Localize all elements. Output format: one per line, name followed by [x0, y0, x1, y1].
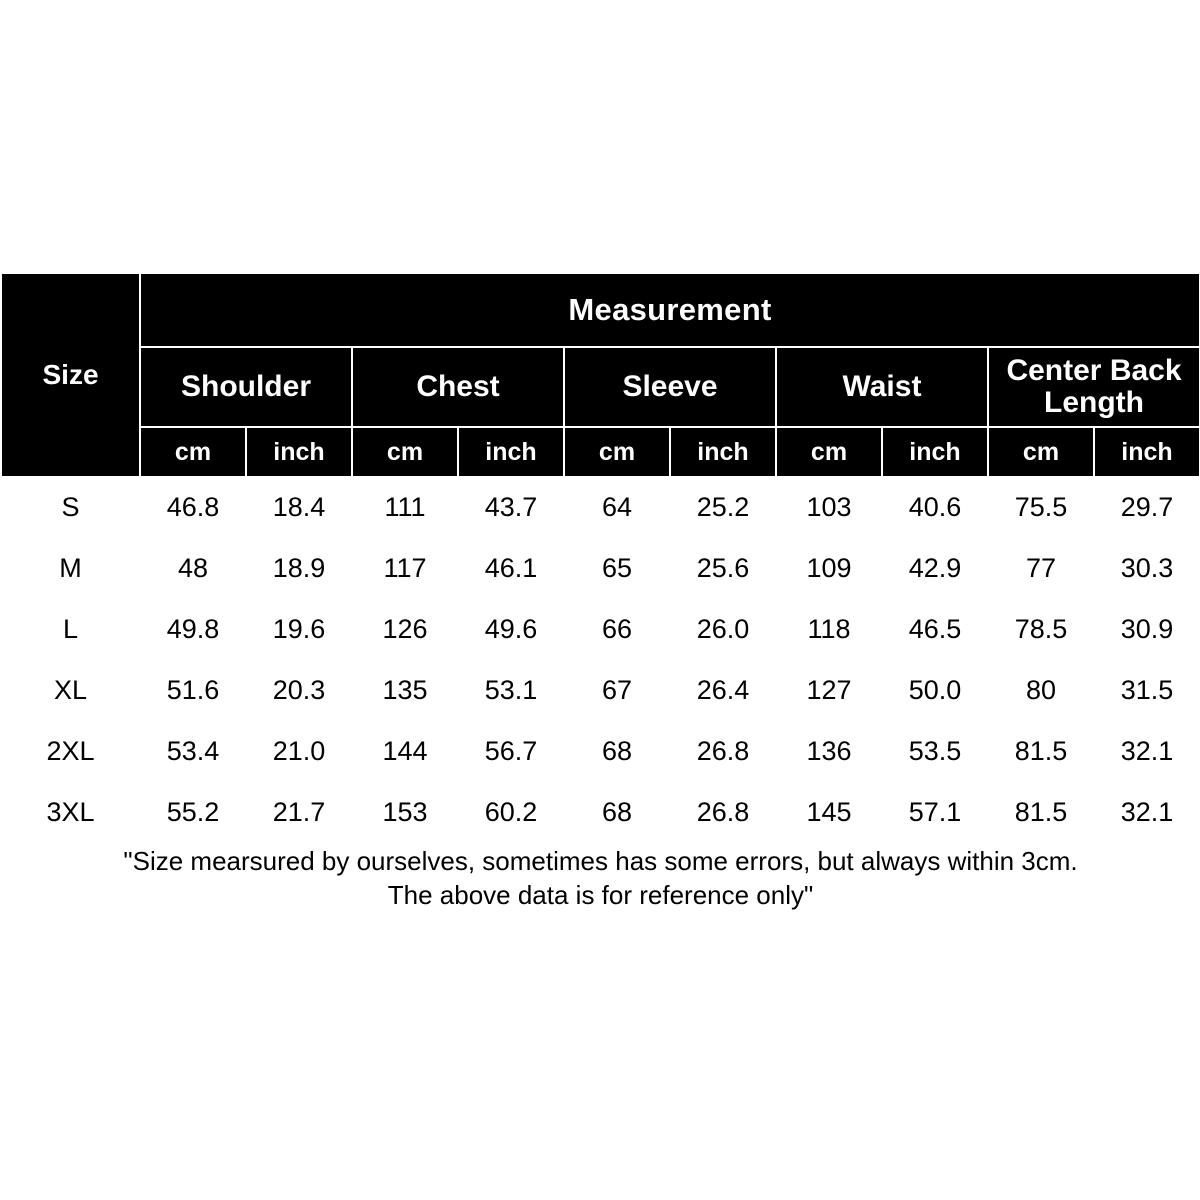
table-header-row-groups: [1, 347, 1200, 427]
size-measurement-table: [0, 272, 1200, 915]
cell-shoulder-cm: 53.4: [140, 721, 246, 782]
header-unit-chest-cm: cm: [352, 427, 458, 477]
cell-sleeve-inch: 26.8: [670, 782, 776, 843]
cell-chest-inch: 60.2: [458, 782, 564, 843]
cell-sleeve-cm: 68: [564, 782, 670, 843]
cell-shoulder-cm: 46.8: [140, 477, 246, 538]
table-row: [1, 721, 1200, 782]
header-measurement: Measurement: [140, 273, 1200, 347]
cell-chest-cm: 153: [352, 782, 458, 843]
cell-sleeve-inch: 25.6: [670, 538, 776, 599]
cell-shoulder-inch: 18.4: [246, 477, 352, 538]
header-unit-sleeve-cm: cm: [564, 427, 670, 477]
header-unit-waist-inch: inch: [882, 427, 988, 477]
header-unit-chest-inch: inch: [458, 427, 564, 477]
row-size-label: 2XL: [1, 721, 140, 782]
cell-shoulder-inch: 20.3: [246, 660, 352, 721]
cell-waist-cm: 103: [776, 477, 882, 538]
size-chart: [0, 272, 1200, 915]
cell-shoulder-cm: 49.8: [140, 599, 246, 660]
cell-center-back-length-inch: 29.7: [1094, 477, 1200, 538]
row-size-label: 3XL: [1, 782, 140, 843]
row-size-label: XL: [1, 660, 140, 721]
cell-waist-cm: 127: [776, 660, 882, 721]
header-size: Size: [1, 273, 140, 477]
header-unit-shoulder-cm: cm: [140, 427, 246, 477]
cell-chest-inch: 49.6: [458, 599, 564, 660]
cell-waist-inch: 42.9: [882, 538, 988, 599]
cell-chest-cm: 135: [352, 660, 458, 721]
cell-sleeve-cm: 67: [564, 660, 670, 721]
cell-center-back-length-inch: 30.9: [1094, 599, 1200, 660]
cell-waist-inch: 57.1: [882, 782, 988, 843]
cell-center-back-length-inch: 31.5: [1094, 660, 1200, 721]
cell-center-back-length-cm: 81.5: [988, 782, 1094, 843]
cell-shoulder-inch: 21.0: [246, 721, 352, 782]
table-header-row-units: [1, 427, 1200, 477]
cell-center-back-length-cm: 80: [988, 660, 1094, 721]
cell-chest-cm: 126: [352, 599, 458, 660]
cell-chest-cm: 117: [352, 538, 458, 599]
cell-chest-cm: 144: [352, 721, 458, 782]
cell-chest-cm: 111: [352, 477, 458, 538]
header-group-center-back-length: Center Back Length: [988, 347, 1200, 427]
cell-waist-cm: 118: [776, 599, 882, 660]
table-row: [1, 782, 1200, 843]
cell-shoulder-cm: 51.6: [140, 660, 246, 721]
cell-sleeve-cm: 66: [564, 599, 670, 660]
cell-chest-inch: 43.7: [458, 477, 564, 538]
table-row: [1, 477, 1200, 538]
table-row: [1, 538, 1200, 599]
cell-sleeve-inch: 26.4: [670, 660, 776, 721]
cell-sleeve-inch: 26.8: [670, 721, 776, 782]
cell-shoulder-cm: 55.2: [140, 782, 246, 843]
cell-waist-cm: 109: [776, 538, 882, 599]
cell-chest-inch: 56.7: [458, 721, 564, 782]
header-unit-center-back-length-inch: inch: [1094, 427, 1200, 477]
cell-waist-inch: 40.6: [882, 477, 988, 538]
table-row: [1, 660, 1200, 721]
cell-center-back-length-inch: 32.1: [1094, 782, 1200, 843]
header-group-shoulder: Shoulder: [140, 347, 352, 427]
cell-shoulder-inch: 21.7: [246, 782, 352, 843]
cell-chest-inch: 53.1: [458, 660, 564, 721]
header-group-sleeve: Sleeve: [564, 347, 776, 427]
cell-center-back-length-cm: 78.5: [988, 599, 1094, 660]
cell-sleeve-inch: 26.0: [670, 599, 776, 660]
cell-sleeve-cm: 64: [564, 477, 670, 538]
table-row: [1, 599, 1200, 660]
table-header-row-measurement: [1, 273, 1200, 347]
cell-sleeve-inch: 25.2: [670, 477, 776, 538]
footnote-line-2: The above data is for reference only": [387, 880, 814, 911]
cell-waist-inch: 53.5: [882, 721, 988, 782]
header-unit-sleeve-inch: inch: [670, 427, 776, 477]
footnote-cell: [1, 843, 1200, 914]
cell-waist-cm: 145: [776, 782, 882, 843]
cell-chest-inch: 46.1: [458, 538, 564, 599]
cell-center-back-length-cm: 77: [988, 538, 1094, 599]
cell-center-back-length-cm: 81.5: [988, 721, 1094, 782]
cell-shoulder-inch: 18.9: [246, 538, 352, 599]
table-footnote-row: [1, 843, 1200, 914]
header-unit-shoulder-inch: inch: [246, 427, 352, 477]
cell-waist-cm: 136: [776, 721, 882, 782]
cell-center-back-length-cm: 75.5: [988, 477, 1094, 538]
row-size-label: S: [1, 477, 140, 538]
cell-sleeve-cm: 68: [564, 721, 670, 782]
cell-shoulder-cm: 48: [140, 538, 246, 599]
cell-sleeve-cm: 65: [564, 538, 670, 599]
header-unit-center-back-length-cm: cm: [988, 427, 1094, 477]
cell-shoulder-inch: 19.6: [246, 599, 352, 660]
header-group-waist: Waist: [776, 347, 988, 427]
row-size-label: M: [1, 538, 140, 599]
row-size-label: L: [1, 599, 140, 660]
footnote-line-1: "Size mearsured by ourselves, sometimes has some errors, but always within 3cm.: [123, 846, 1078, 876]
cell-center-back-length-inch: 32.1: [1094, 721, 1200, 782]
header-group-chest: Chest: [352, 347, 564, 427]
cell-waist-inch: 50.0: [882, 660, 988, 721]
header-unit-waist-cm: cm: [776, 427, 882, 477]
cell-center-back-length-inch: 30.3: [1094, 538, 1200, 599]
cell-waist-inch: 46.5: [882, 599, 988, 660]
